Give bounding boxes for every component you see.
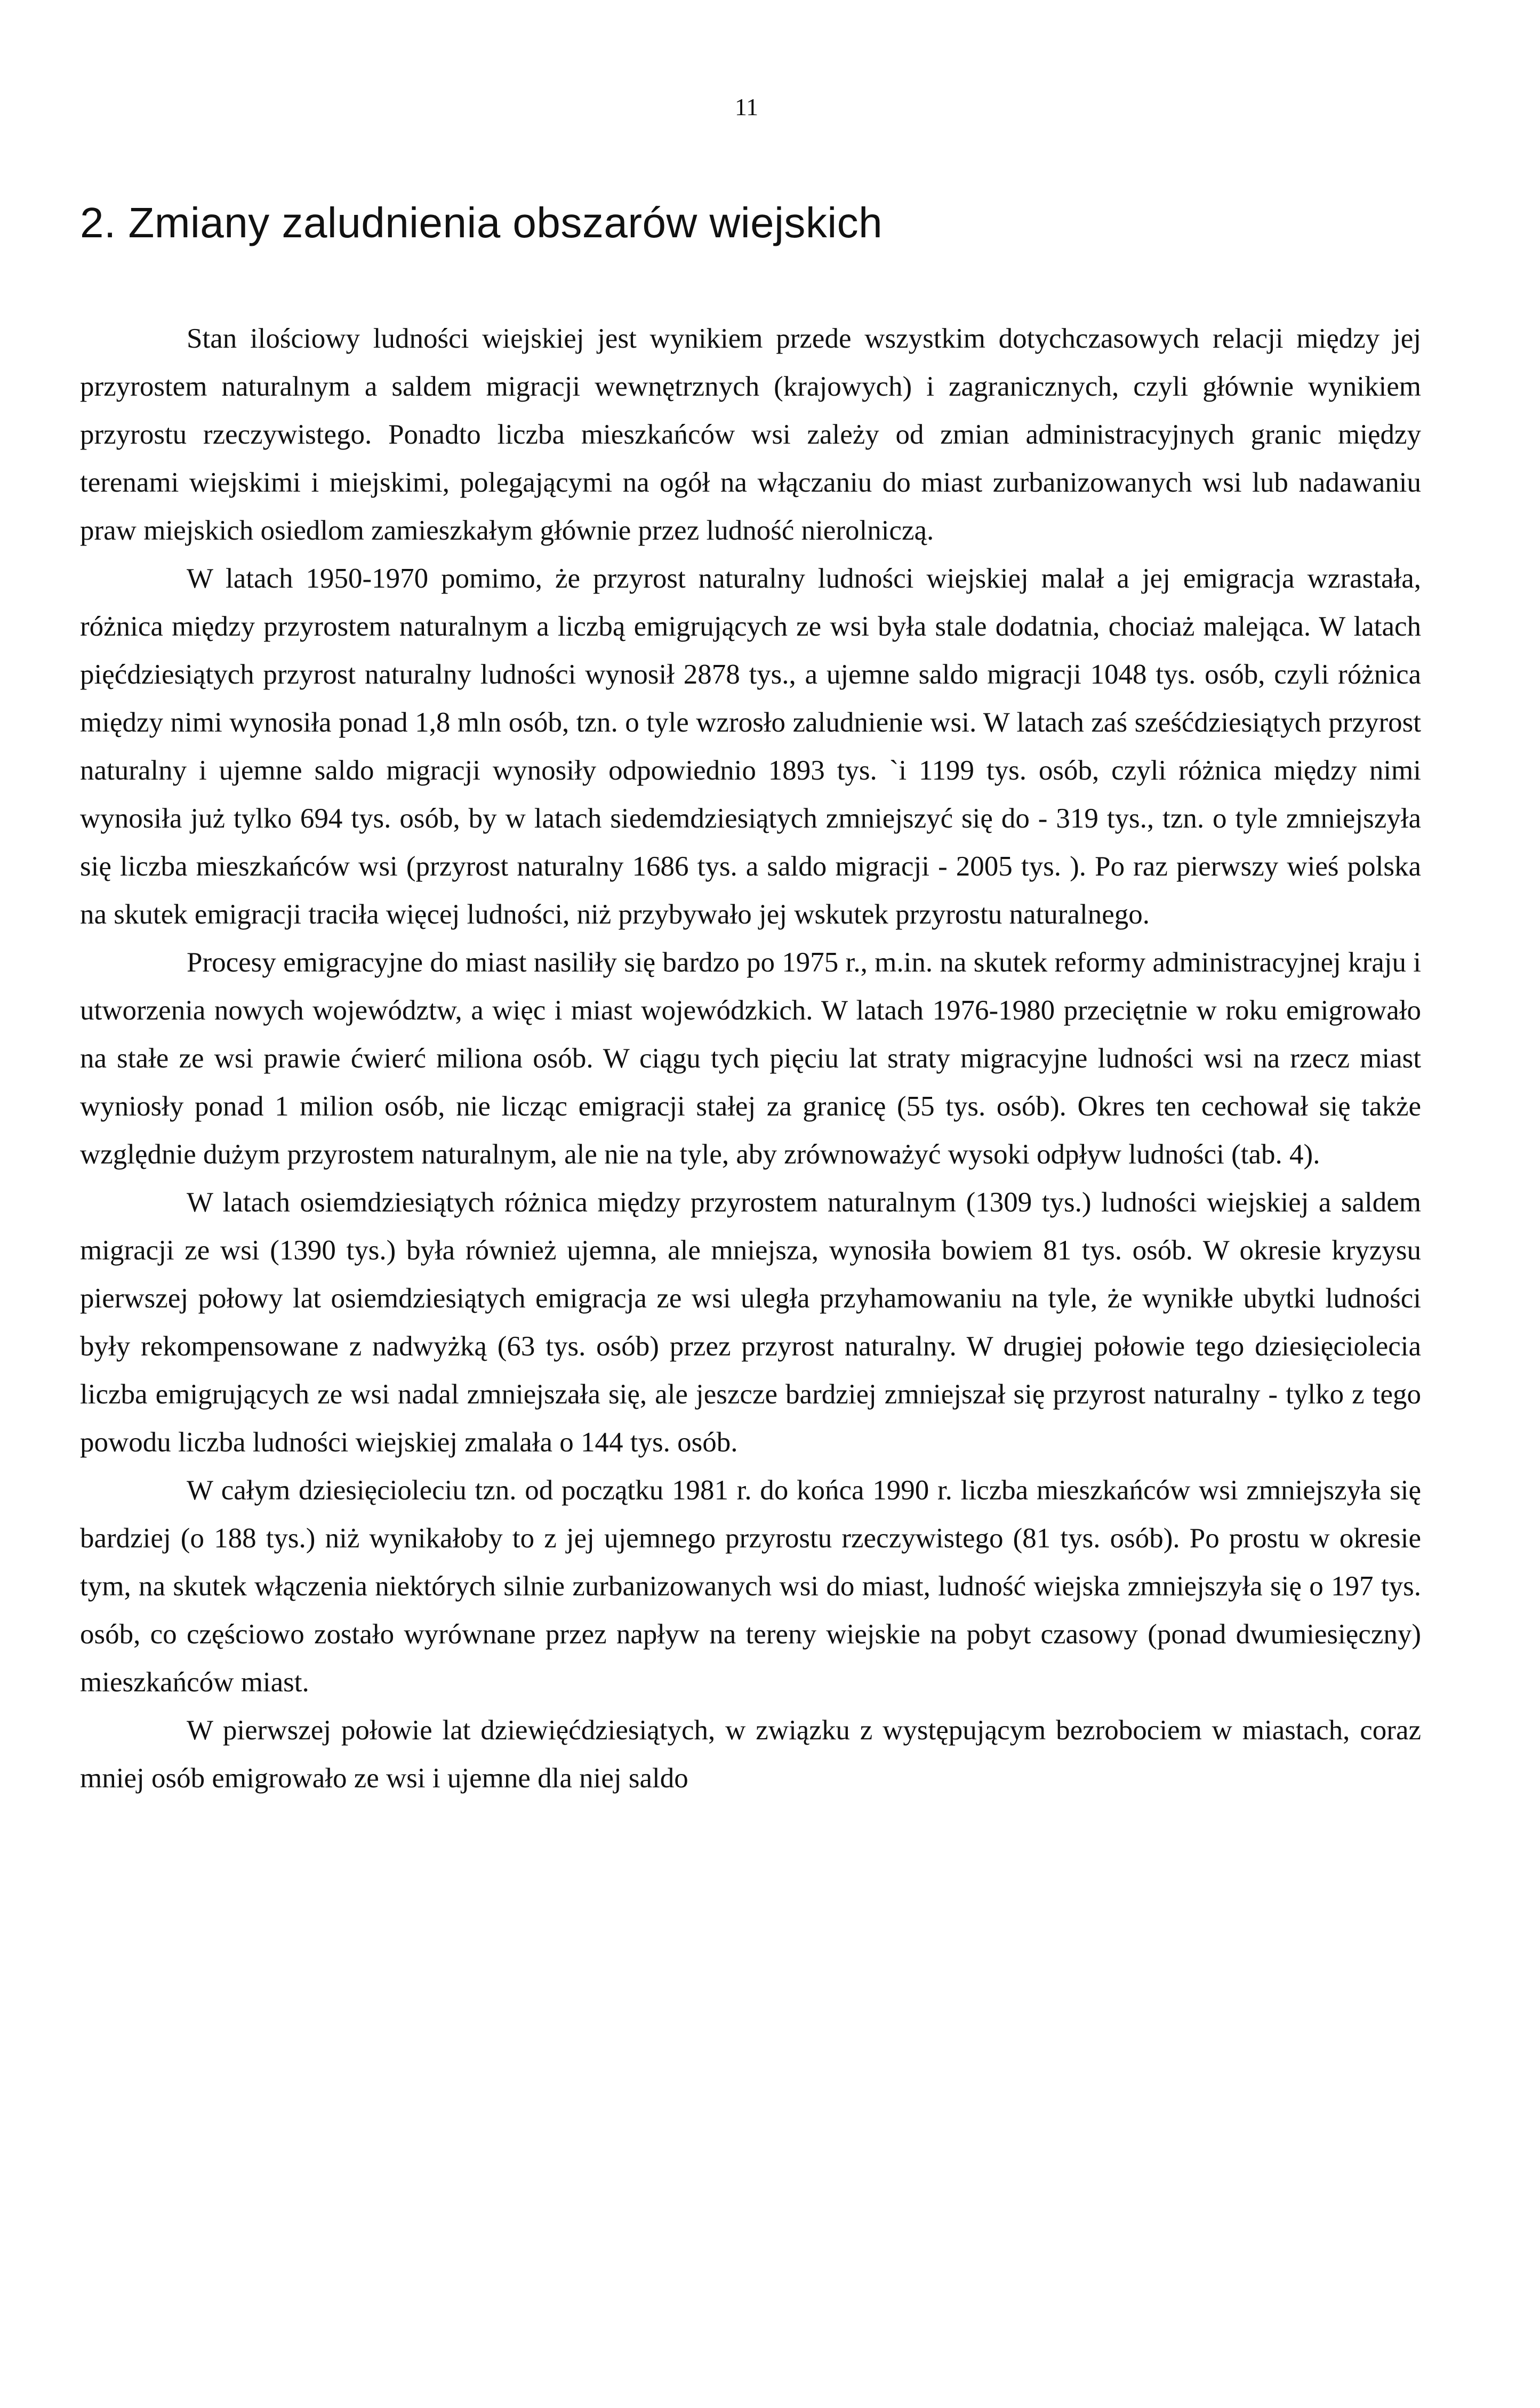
paragraph-2: W latach 1950-1970 pomimo, że przyrost naturalny ludności wiejskiej malał a jej emigracja wzrastała, różnica między przyrostem naturalnym a liczbą emigrujących ze wsi była stale dodatnia, chociaż malejąca. W latach pięćdziesiątych przyrost naturalny ludności wynosił 2878 tys., a ujemne saldo migracji 1048 tys. osób, czyli różnica między nimi wynosiła ponad 1,8 mln osób, tzn. o tyle wzrosło zaludnienie wsi. W latach zaś sześćdziesiątych przyrost naturalny i ujemne saldo migracji wynosiły odpowiednio 1893 tys. `i 1199 tys. osób, czyli różnica między nimi wynosiła już tylko 694 tys. osób, by w latach siedemdziesiątych zmniejszyć się do - 319 tys., tzn. o tyle zmniejszyła się liczba mieszkańców wsi (przyrost naturalny 1686 tys. a saldo migracji - 2005 tys. ). Po raz pierwszy wieś polska na skutek emigracji traciła więcej ludności, niż przybywało jej wskutek przyrostu naturalnego. <box>80 563 1421 930</box>
page-number: 11 <box>734 93 759 121</box>
paragraph-5: W całym dziesięcioleciu tzn. od początku 1981 r. do końca 1990 r. liczba mieszkańców wsi zmniejszyła się bardziej (o 188 tys.) niż wynikałoby to z jej ujemnego przyrostu rzeczywistego (81 tys. osób). Po prostu w okresie tym, na skutek włączenia niektórych silnie zurbanizowanych wsi do miast, ludność wiejska zmniejszyła się o 197 tys. osób, co częściowo zostało wyrównane przez napływ na tereny wiejskie na pobyt czasowy (ponad dwumiesięczny) mieszkańców miast. <box>80 1475 1421 1698</box>
chapter-heading: 2. Zmiany zaludnienia obszarów wiejskich <box>80 199 883 246</box>
body-text <box>80 315 1421 1802</box>
paragraph-6: W pierwszej połowie lat dziewięćdziesiątych, w związku z występującym bezrobociem w miastach, coraz mniej osób emigrowało ze wsi i ujemne dla niej saldo <box>80 1715 1421 1794</box>
paragraph-1: Stan ilościowy ludności wiejskiej jest wynikiem przede wszystkim dotychczasowych relacji między jej przyrostem naturalnym a saldem migracji wewnętrznych (krajowych) i zagranicznych, czyli głównie wynikiem przyrostu rzeczywistego. Ponadto liczba mieszkańców wsi zależy od zmian administracyjnych granic między terenami wiejskimi i miejskimi, polegającymi na ogół na włączaniu do miast zurbanizowanych wsi lub nadawaniu praw miejskich osiedlom zamieszkałym głównie przez ludność nierolniczą. <box>80 323 1421 546</box>
paragraph-3: Procesy emigracyjne do miast nasiliły się bardzo po 1975 r., m.in. na skutek reformy administracyjnej kraju i utworzenia nowych województw, a więc i miast wojewódzkich. W latach 1976-1980 przeciętnie w roku emigrowało na stałe ze wsi prawie ćwierć miliona osób. W ciągu tych pięciu lat straty migracyjne ludności wsi na rzecz miast wyniosły ponad 1 milion osób, nie licząc emigracji stałej za granicę (55 tys. osób). Okres ten cechował się także względnie dużym przyrostem naturalnym, ale nie na tyle, aby zrównoważyć wysoki odpływ ludności (tab. 4). <box>80 947 1421 1170</box>
paragraph-4: W latach osiemdziesiątych różnica między przyrostem naturalnym (1309 tys.) ludności wiejskiej a saldem migracji ze wsi (1390 tys.) była również ujemna, ale mniejsza, wynosiła bowiem 81 tys. osób. W okresie kryzysu pierwszej połowy lat osiemdziesiątych emigracja ze wsi uległa przyhamowaniu na tyle, że wynikłe ubytki ludności były rekompensowane z nadwyżką (63 tys. osób) przez przyrost naturalny. W drugiej połowie tego dziesięciolecia liczba emigrujących ze wsi nadal zmniejszała się, ale jeszcze bardziej zmniejszał się przyrost naturalny - tylko z tego powodu liczba ludności wiejskiej zmalała o 144 tys. osób. <box>80 1187 1421 1458</box>
